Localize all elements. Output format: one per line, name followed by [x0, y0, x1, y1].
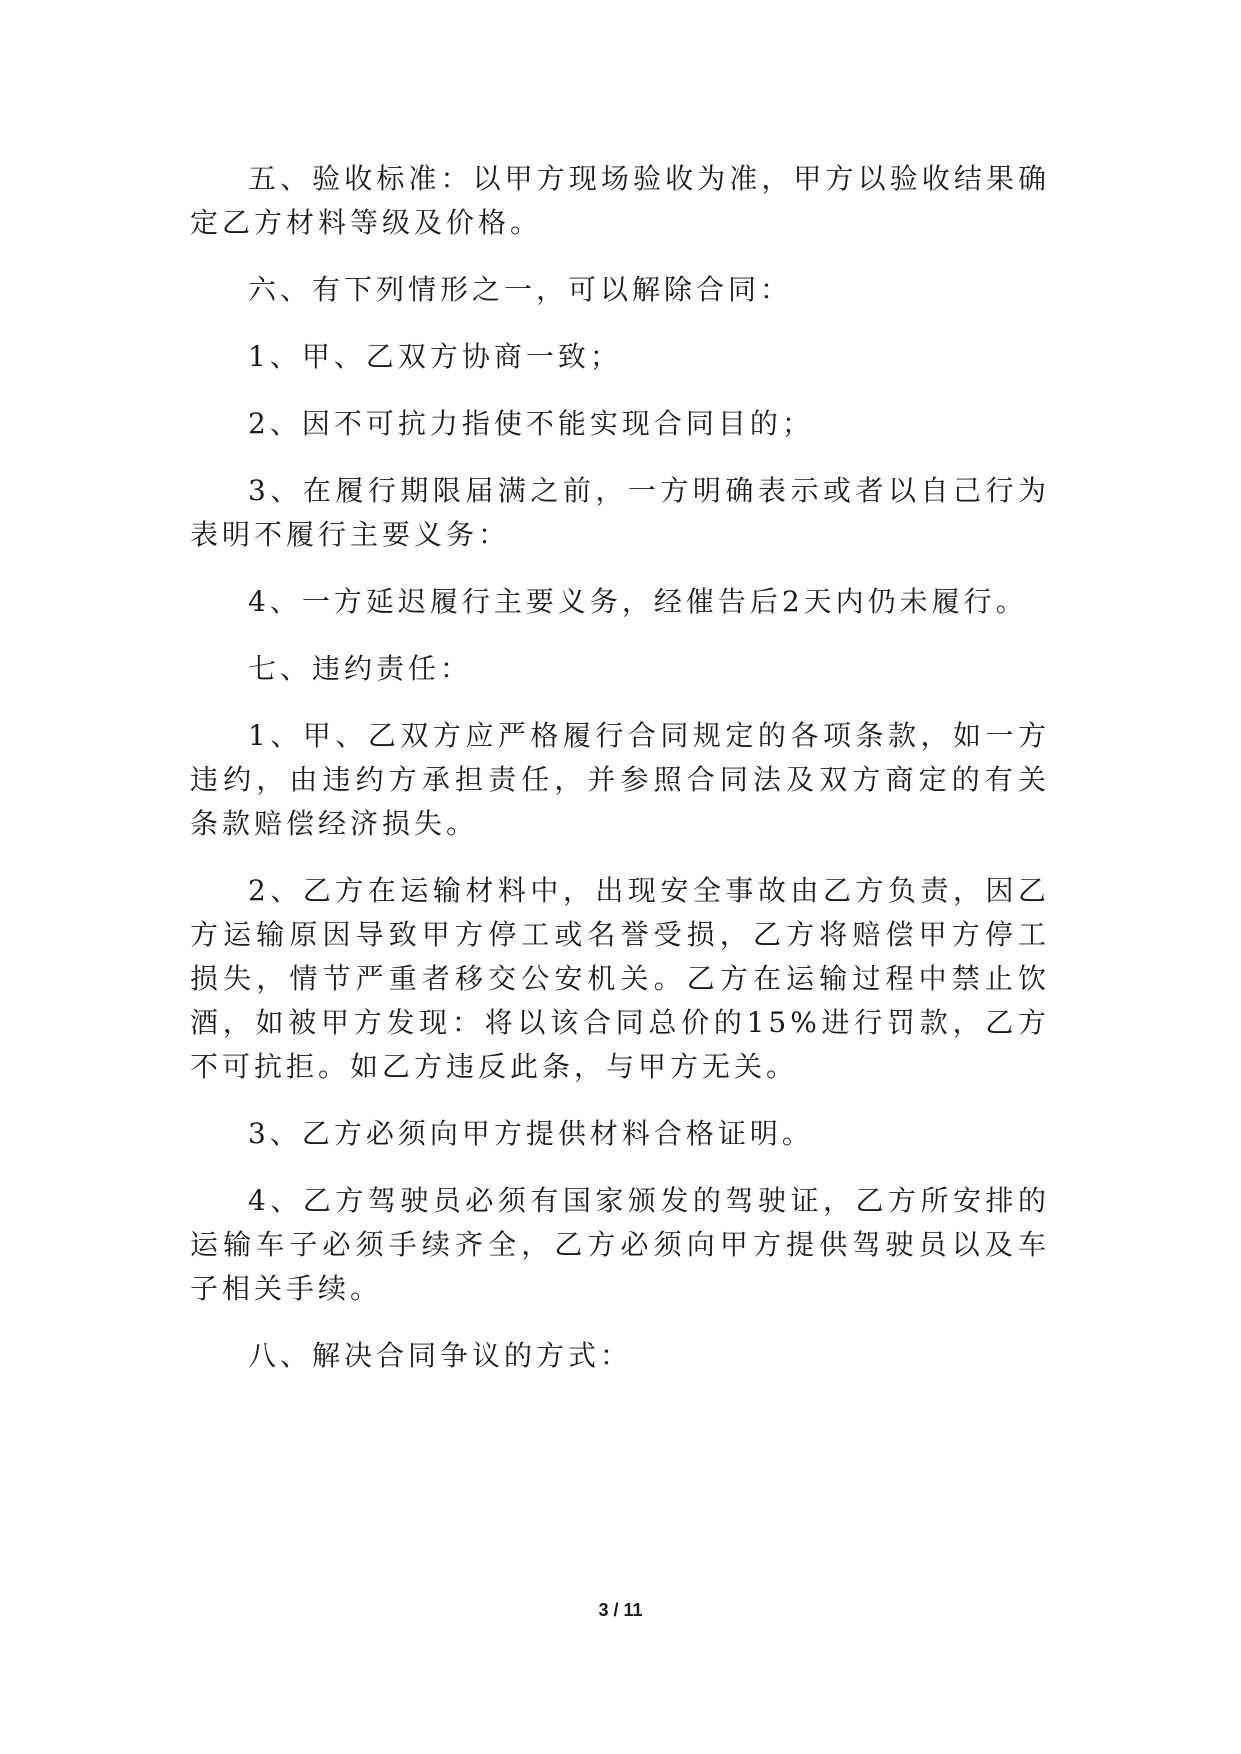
paragraph: 七、违约责任：	[248, 652, 473, 685]
paragraph: 2、乙方在运输材料中，出现安全事故由乙方负责，因乙方运输原因导致甲方停工或名誉受损，乙方将赔偿甲方停工损失，情节严重者移交公安机关。乙方在运输过程中禁止饮酒，如被甲方发现：将以该合同总价的15%进行罚款，乙方不可抗拒。如乙方违反此条，与甲方无关。	[190, 874, 1050, 1083]
document-body	[190, 157, 1050, 1401]
paragraph: 五、验收标准：以甲方现场验收为准，甲方以验收结果确定乙方材料等级及价格。	[190, 162, 1050, 239]
paragraph: 4、乙方驾驶员必须有国家颁发的驾驶证，乙方所安排的运输车子必须手续齐全，乙方必须向甲方提供驾驶员以及车子相关手续。	[190, 1184, 1050, 1305]
paragraph: 4、一方延迟履行主要义务，经催告后2天内仍未履行。	[248, 585, 1028, 618]
paragraph: 3、乙方必须向甲方提供材料合格证明。	[248, 1117, 814, 1150]
paragraph: 1、甲、乙双方协商一致；	[248, 340, 622, 373]
paragraph: 3、在履行期限届满之前，一方明确表示或者以自己行为表明不履行主要义务：	[190, 474, 1050, 551]
paragraph: 2、因不可抗力指使不能实现合同目的；	[248, 407, 814, 440]
paragraph: 1、甲、乙双方应严格履行合同规定的各项条款，如一方违约，由违约方承担责任，并参照合同法及双方商定的有关条款赔偿经济损失。	[190, 719, 1050, 840]
paragraph: 八、解决合同争议的方式：	[248, 1339, 633, 1372]
paragraph: 六、有下列情形之一，可以解除合同：	[248, 273, 793, 306]
page-number: 3 / 11	[598, 1600, 643, 1620]
